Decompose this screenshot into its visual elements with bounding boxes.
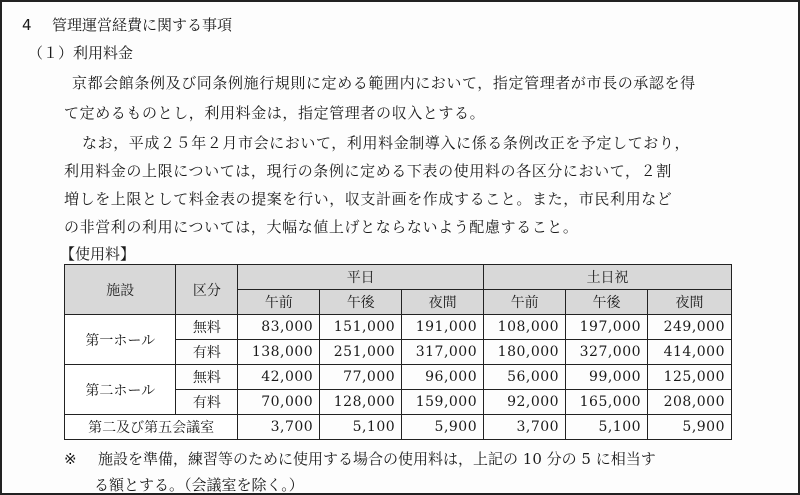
value-cell: 92,000 <box>484 390 566 415</box>
facility-cell: 第二ホール <box>65 365 176 415</box>
value-cell: 56,000 <box>484 365 566 390</box>
header-weekday-evening: 夜間 <box>402 290 484 315</box>
value-cell: 5,100 <box>320 415 402 440</box>
value-cell: 42,000 <box>238 365 320 390</box>
footnote-mark: ※ <box>64 450 77 468</box>
value-cell: 128,000 <box>320 390 402 415</box>
header-weekday-morning: 午前 <box>238 290 320 315</box>
header-weekday-afternoon: 午後 <box>320 290 402 315</box>
value-cell: 99,000 <box>566 365 648 390</box>
value-cell: 317,000 <box>402 340 484 365</box>
category-cell: 無料 <box>176 315 238 340</box>
value-cell: 5,900 <box>402 415 484 440</box>
paragraph-line-4: 利用料金の上限については，現行の条例に定める下表の使用料の各区分において，２割 <box>64 162 672 180</box>
value-cell: 83,000 <box>238 315 320 340</box>
header-weekend-morning: 午前 <box>484 290 566 315</box>
footnote <box>64 448 656 469</box>
table-row <box>65 365 732 390</box>
value-cell: 414,000 <box>648 340 732 365</box>
value-cell: 327,000 <box>566 340 648 365</box>
table-caption: 【使用料】 <box>60 245 136 263</box>
subsection-heading: （１）利用料金 <box>28 44 134 62</box>
table-row <box>65 315 732 340</box>
section-title: 管理運営経費に関する事項 <box>52 16 233 34</box>
header-weekend-evening: 夜間 <box>648 290 732 315</box>
value-cell: 249,000 <box>648 315 732 340</box>
value-cell: 165,000 <box>566 390 648 415</box>
facility-cell: 第一ホール <box>65 315 176 365</box>
paragraph-line-5: 増しを上限として料金表の提案を行い，収支計画を作成すること。また，市民利用など <box>64 190 673 208</box>
value-cell: 5,100 <box>566 415 648 440</box>
paragraph-line-1: 京都会館条例及び同条例施行規則に定める範囲内において，指定管理者が市長の承認を得 <box>72 74 696 92</box>
value-cell: 151,000 <box>320 315 402 340</box>
value-cell: 208,000 <box>648 390 732 415</box>
value-cell: 159,000 <box>402 390 484 415</box>
paragraph-line-2: て定めるものとし，利用料金は，指定管理者の収入とする。 <box>64 104 486 122</box>
category-cell: 有料 <box>176 390 238 415</box>
value-cell: 251,000 <box>320 340 402 365</box>
value-cell: 70,000 <box>238 390 320 415</box>
value-cell: 125,000 <box>648 365 732 390</box>
table-row <box>65 415 732 440</box>
value-cell: 3,700 <box>238 415 320 440</box>
category-cell: 有料 <box>176 340 238 365</box>
value-cell: 3,700 <box>484 415 566 440</box>
header-weekend: 土日祝 <box>484 265 732 290</box>
footnote-line-1: 施設を準備，練習等のために使用する場合の使用料は，上記の 10 分の 5 に相当す <box>98 450 656 468</box>
facility-cell: 第二及び第五会議室 <box>65 415 238 440</box>
section-number: 4 <box>22 16 32 34</box>
fee-table <box>64 264 732 440</box>
value-cell: 180,000 <box>484 340 566 365</box>
paragraph-line-6: の非営利の利用については，大幅な値上げとならないよう配慮すること。 <box>64 218 579 236</box>
header-weekend-afternoon: 午後 <box>566 290 648 315</box>
section-heading <box>22 14 232 35</box>
footnote-line-2: る額とする。（会議室を除く。） <box>94 476 304 494</box>
value-cell: 96,000 <box>402 365 484 390</box>
value-cell: 191,000 <box>402 315 484 340</box>
header-weekday: 平日 <box>238 265 484 290</box>
value-cell: 77,000 <box>320 365 402 390</box>
value-cell: 108,000 <box>484 315 566 340</box>
value-cell: 138,000 <box>238 340 320 365</box>
value-cell: 5,900 <box>648 415 732 440</box>
header-facility: 施設 <box>65 265 176 315</box>
paragraph-line-3: なお，平成２５年２月市会において，利用料金制導入に係る条例改正を予定しており， <box>82 134 691 152</box>
category-cell: 無料 <box>176 365 238 390</box>
header-category: 区分 <box>176 265 238 315</box>
value-cell: 197,000 <box>566 315 648 340</box>
